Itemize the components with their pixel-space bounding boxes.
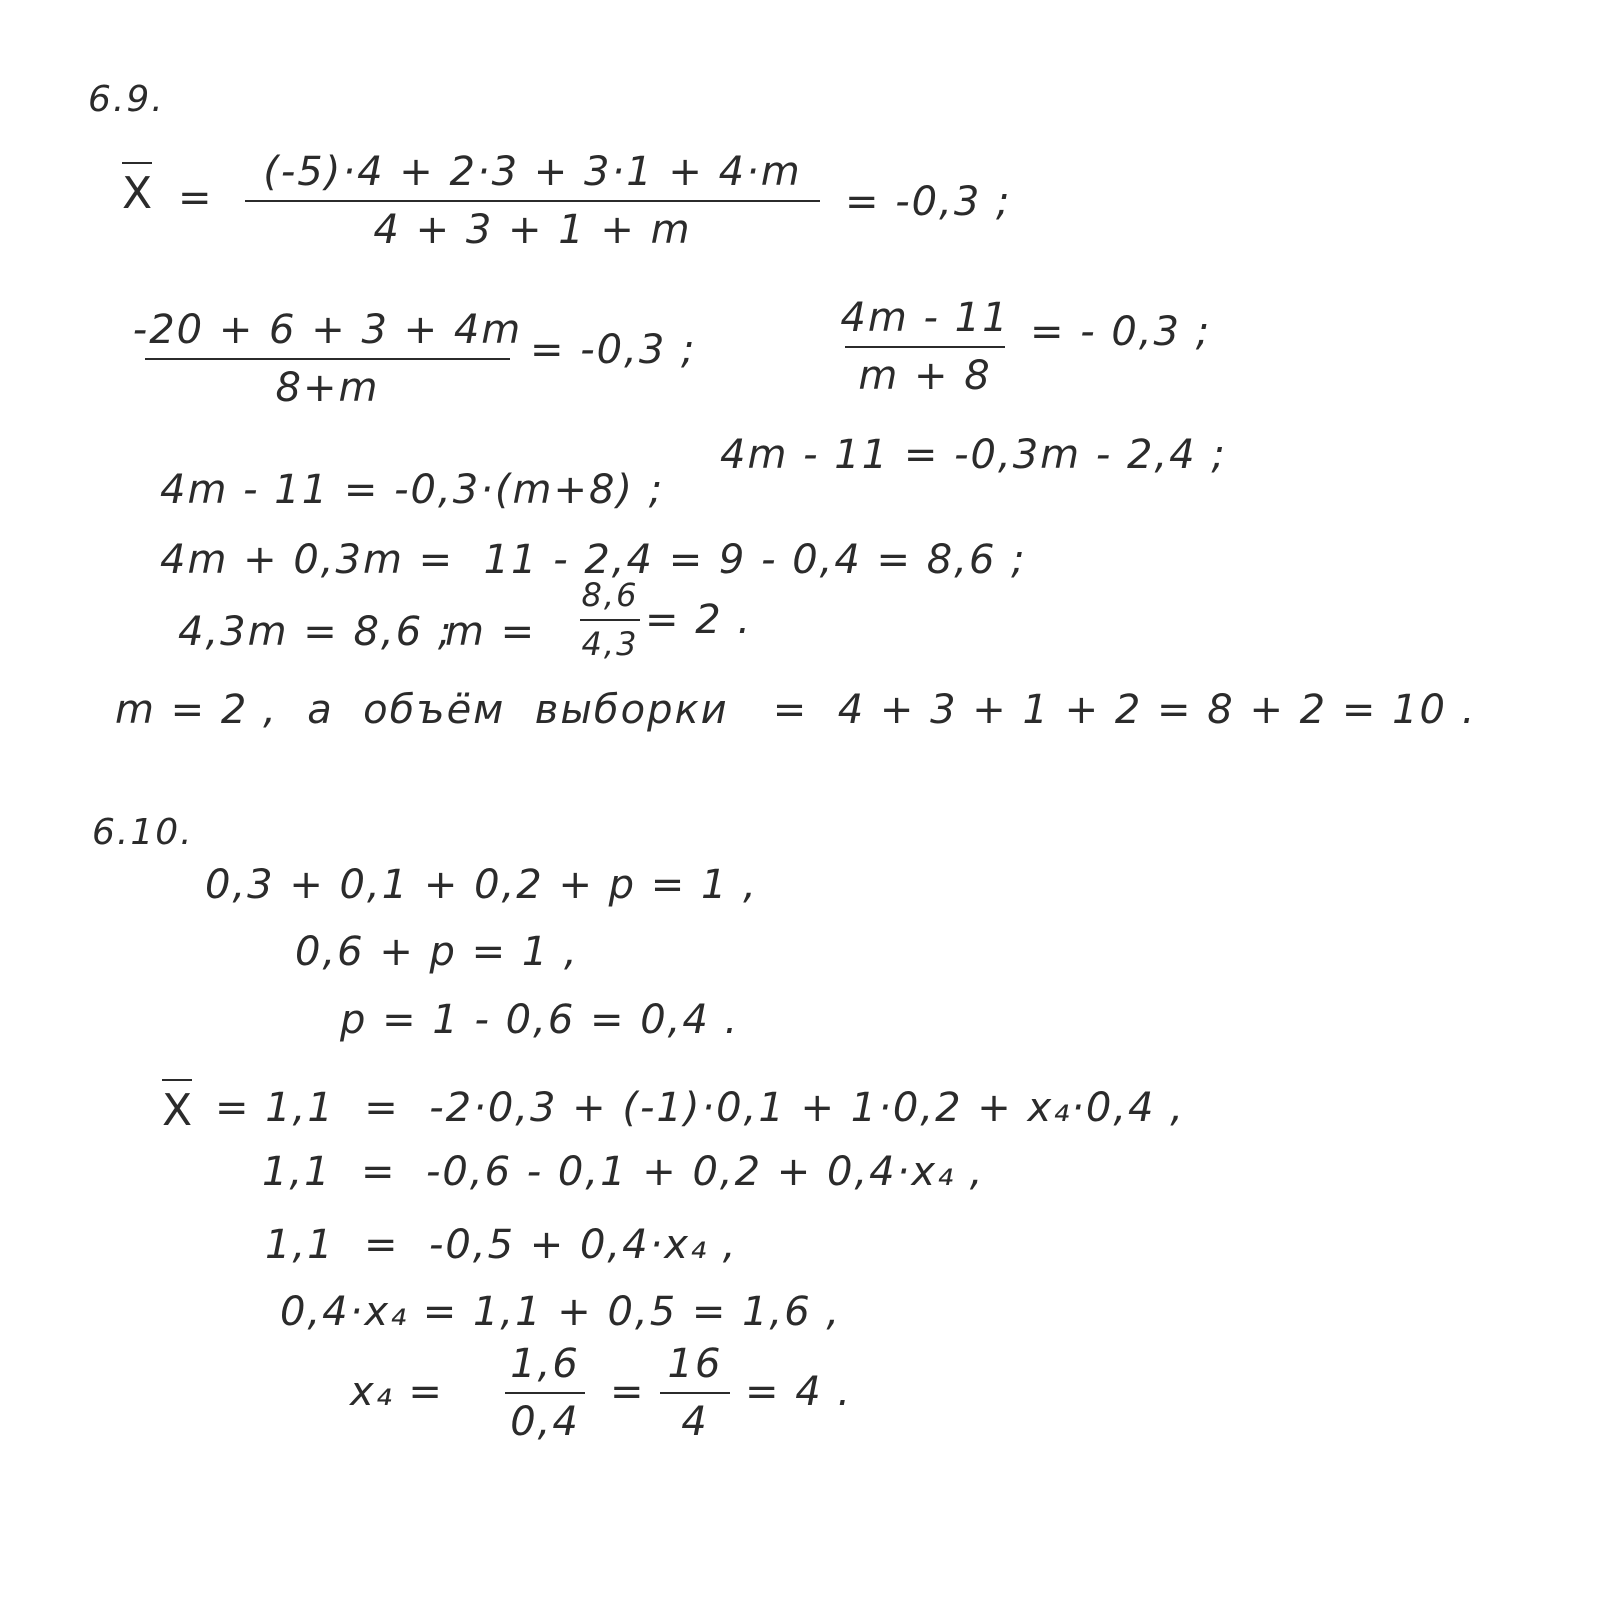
- step-3a: 4m - 11 = -0,3·(m+8) ;: [160, 467, 665, 513]
- step-3b: 4m - 11 = -0,3m - 2,4 ;: [720, 432, 1227, 478]
- line-2: 0,6 + p = 1 ,: [295, 929, 579, 975]
- line-1: 0,3 + 0,1 + 0,2 + p = 1 ,: [205, 862, 758, 908]
- fraction-bar: [505, 1392, 585, 1394]
- fraction-bar: [660, 1392, 730, 1394]
- line-5: 1,1 = -0,6 - 0,1 + 0,2 + 0,4·x₄ ,: [262, 1149, 985, 1195]
- line-3: p = 1 - 0,6 = 0,4 .: [340, 997, 740, 1043]
- step-5b-numerator: 8,6: [581, 576, 639, 614]
- mean-denominator: 4 + 3 + 1 + m: [373, 207, 692, 253]
- step-2a-denominator: 8+m: [275, 365, 380, 411]
- line-7: 0,4·x₄ = 1,1 + 0,5 = 1,6 ,: [280, 1289, 842, 1335]
- fraction-bar: [145, 358, 510, 360]
- step-5a: 4,3m = 8,6 ;: [178, 609, 454, 655]
- step-2a-numerator: -20 + 6 + 3 + 4m: [132, 307, 523, 353]
- step-2b-denominator: m + 8: [858, 353, 992, 399]
- fraction-line-8a: [505, 1342, 585, 1444]
- step-5b-result: = 2 .: [645, 597, 753, 643]
- fraction-bar: [245, 200, 820, 202]
- step-2b-numerator: 4m - 11: [840, 295, 1010, 341]
- equals-sign: =: [178, 175, 214, 221]
- fraction-bar: [580, 619, 640, 621]
- fraction-bar: [845, 346, 1005, 348]
- line-4: = 1,1 = -2·0,3 + (-1)·0,1 + 1·0,2 + x₄·0,4 ,: [215, 1085, 1185, 1131]
- step-2b-result: = - 0,3 ;: [1030, 309, 1212, 355]
- line-8b-numerator: 16: [667, 1341, 723, 1387]
- line-8a-denominator: 0,4: [510, 1399, 580, 1445]
- step-5b-lhs: m =: [445, 609, 537, 655]
- step-4: 4m + 0,3m = 11 - 2,4 = 9 - 0,4 = 8,6 ;: [160, 537, 1027, 583]
- line-8b-denominator: 4: [681, 1399, 709, 1445]
- line-8-mid: =: [610, 1369, 646, 1415]
- line-6: 1,1 = -0,5 + 0,4·x₄ ,: [265, 1222, 738, 1268]
- sample-mean-symbol: X: [122, 168, 153, 219]
- sample-mean-symbol-2: X: [162, 1085, 193, 1136]
- step-2a-result: = -0,3 ;: [530, 327, 697, 373]
- step-5b-denominator: 4,3: [581, 625, 639, 664]
- mean-numerator: (-5)·4 + 2·3 + 3·1 + 4·m: [263, 149, 802, 195]
- line-8-result: = 4 .: [745, 1369, 853, 1415]
- fraction-step-2b: [840, 295, 1010, 399]
- fraction-line-8b: [660, 1342, 730, 1444]
- step-6-conclusion: m = 2 , a объём выборки = 4 + 3 + 1 + 2 = 8 + 2 = 10 .: [115, 687, 1477, 733]
- mean-fraction: [245, 150, 820, 252]
- line-8a-numerator: 1,6: [510, 1341, 580, 1387]
- problem-6-10-label: 6.10.: [92, 812, 194, 853]
- mean-result: = -0,3 ;: [845, 179, 1012, 225]
- fraction-step-2a: [132, 307, 523, 411]
- line-8-lhs: x₄ =: [350, 1369, 444, 1415]
- problem-6-9-label: 6.9.: [88, 79, 165, 120]
- fraction-step-5b: [580, 578, 640, 662]
